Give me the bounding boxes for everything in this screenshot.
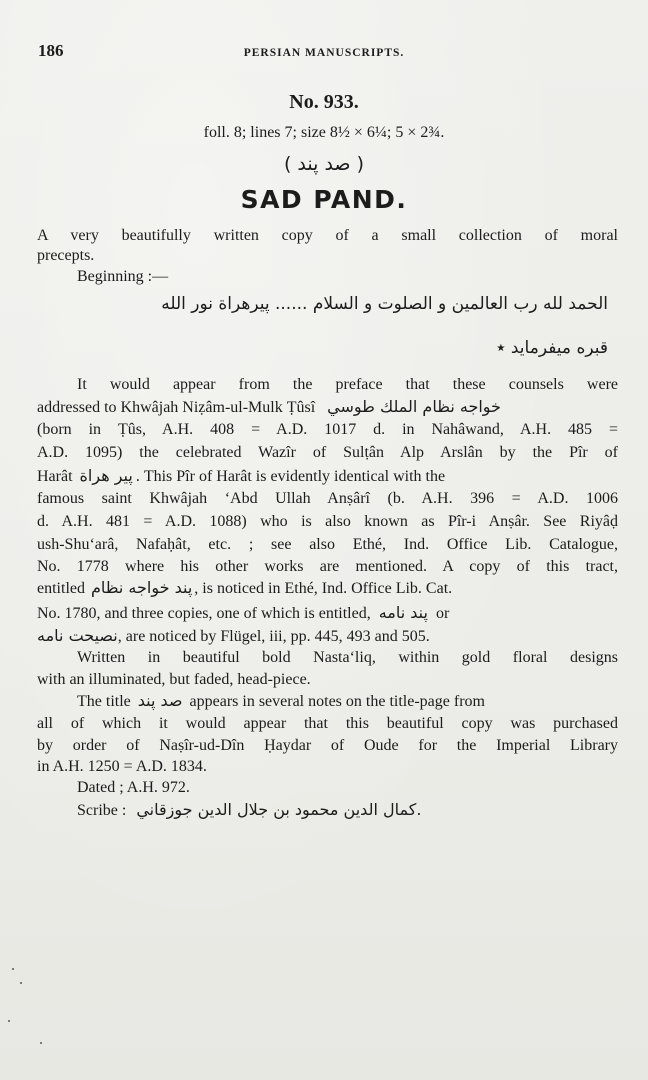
- text-line: precepts.: [37, 247, 95, 264]
- text-line: [77, 800, 618, 821]
- text-fragment: addressed to Khwâjah Niẓâm-ul-Mulk Ṭûsî: [37, 399, 316, 416]
- text-line: in A.H. 1250 = A.D. 1834.: [37, 758, 207, 775]
- entry-number: No. 933.: [289, 91, 359, 113]
- text-line: It would appear from the preface that these counsels were: [77, 376, 618, 393]
- paper-speck: [12, 968, 14, 970]
- text-line: d. A.H. 481 = A.D. 1088) who is also known as Pîr-i Anṣâr. See Riyâḍ: [37, 513, 618, 530]
- text-line: (born in Ṭûs, A.H. 408 = A.D. 1017 d. in Nahâwand, A.H. 485 =: [37, 421, 618, 438]
- text-line: by order of Naṣîr-ud-Dîn Ḥaydar of Oude for the Imperial Library: [37, 737, 618, 754]
- arabic-phrase: پند نامه: [378, 603, 428, 622]
- text-line: Beginning :—: [77, 268, 169, 285]
- text-line: A very beautifully written copy of a small collection of moral: [37, 227, 618, 244]
- text-line: [37, 626, 618, 647]
- entry-title: SAD PAND.: [240, 185, 408, 214]
- persian-title: ( صد پند ): [283, 153, 365, 175]
- arabic-phrase: پير هراة: [79, 466, 133, 485]
- arabic-phrase: نصيحت نامه: [37, 626, 118, 645]
- text-line: all of which it would appear that this beautiful copy was purchased: [37, 715, 618, 732]
- paper-speck: [40, 1042, 42, 1044]
- text-fragment: , is noticed in Ethé, Ind. Office Lib. Cat.: [194, 580, 453, 597]
- text-line: A.D. 1095) the celebrated Wazîr of Sulṭân Alp Arslân by the Pîr of: [37, 444, 618, 461]
- arabic-phrase: خواجه نظام الملك طوسي: [327, 397, 501, 416]
- text-fragment: The title: [77, 693, 131, 710]
- running-head: PERSIAN MANUSCRIPTS.: [243, 47, 405, 59]
- text-line: famous saint Khwâjah ‘Abd Ullah Anṣârî (b. A.H. 396 = A.D. 1006: [37, 490, 618, 507]
- text-line: with an illuminated, but faded, head-piece.: [37, 671, 311, 688]
- entry-meta: foll. 8; lines 7; size 8½ × 6¼; 5 × 2¾.: [203, 124, 445, 141]
- text-line: ush-Shu‘arâ, Nafaḥât, etc. ; see also Ethé, Ind. Office Lib. Catalogue,: [37, 536, 618, 553]
- text-line: [37, 578, 618, 599]
- text-fragment: or: [435, 605, 450, 622]
- text-line: Written in beautiful bold Nasta‘liq, within gold floral designs: [77, 649, 618, 666]
- arabic-opening-line: الحمد لله رب العالمين و الصلوت و السلام ...... پيرهراة نور الله: [161, 294, 608, 314]
- paper-speck: [8, 1020, 10, 1022]
- text-line: [37, 397, 618, 418]
- text-fragment: entitled: [37, 580, 85, 597]
- text-fragment: No. 1780, and three copies, one of which is entitled,: [37, 605, 371, 622]
- text-line: [37, 466, 618, 487]
- text-line: No. 1778 where his other works are mentioned. A copy of this tract,: [37, 558, 618, 575]
- arabic-opening-line: قبره ميفرمايد ٭: [496, 338, 608, 358]
- text-fragment: appears in several notes on the title-page from: [189, 693, 485, 710]
- arabic-phrase: كمال الدين محمود بن جلال الدين جوزقاني.: [136, 800, 422, 819]
- text-line: [77, 691, 618, 712]
- text-fragment: Scribe :: [77, 802, 127, 819]
- text-line: [37, 603, 618, 624]
- text-fragment: , are noticed by Flügel, iii, pp. 445, 493 and 505.: [117, 628, 430, 645]
- page-number: 186: [38, 41, 64, 60]
- arabic-phrase: پند خواجه نظام: [90, 578, 193, 597]
- text-line: Dated ; A.H. 972.: [77, 779, 190, 796]
- paper-speck: [20, 982, 22, 984]
- text-fragment: . This Pîr of Harât is evidently identical with the: [135, 468, 446, 485]
- text-fragment: Harât: [37, 468, 73, 485]
- arabic-phrase: صد پند: [137, 691, 183, 710]
